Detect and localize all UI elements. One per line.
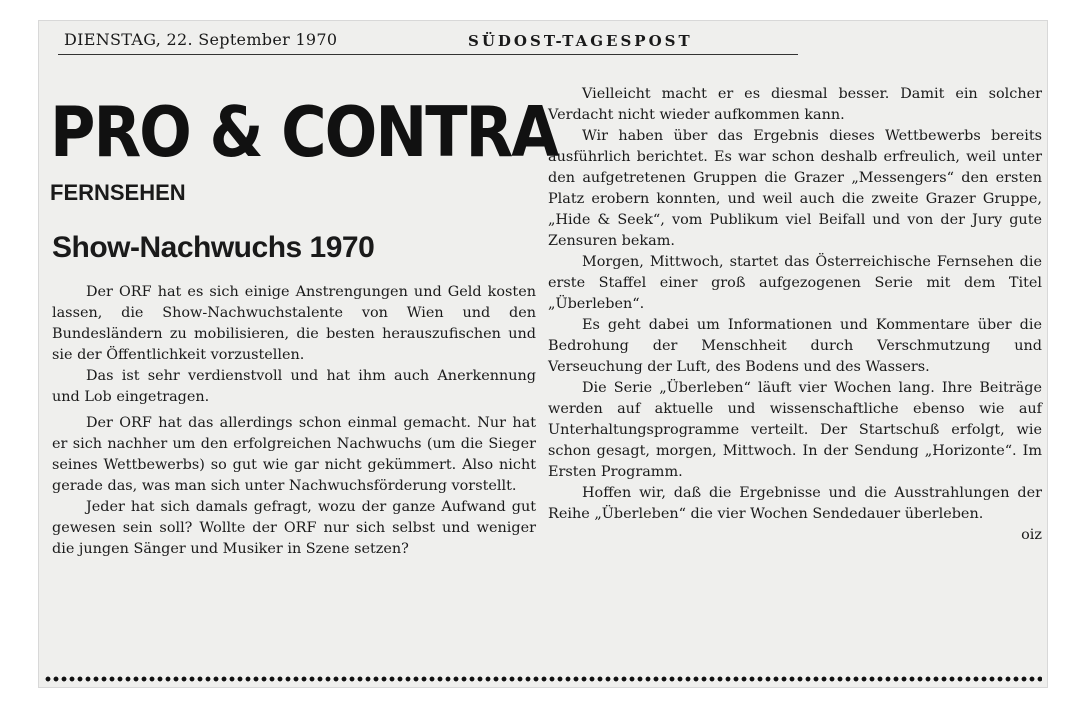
masthead-newspaper-name: SÜDOST-TAGESPOST — [468, 32, 693, 50]
right-paragraph-3: Morgen, Mittwoch, startet das Österreichische Fernsehen die erste Staffel einer groß aufgezogenen Serie mit dem Titel „Überleben“. — [548, 254, 1042, 312]
right-paragraph-1: Vielleicht macht er es diesmal besser. Damit ein solcher Verdacht nicht wieder aufkommen kann. — [548, 86, 1042, 123]
right-column — [548, 84, 1042, 546]
left-paragraph-4: Jeder hat sich damals gefragt, wozu der ganze Aufwand gut gewesen sein soll? Wollte der ORF nur sich selbst und weniger die jungen Sänger und Musiker in Szene setzen? — [52, 499, 536, 557]
masthead-date: DIENSTAG, 22. September 1970 — [64, 30, 338, 49]
newspaper-clipping — [38, 20, 1048, 688]
right-paragraph-4: Es geht dabei um Informationen und Kommentare über die Bedrohung der Menschheit durch Verschmutzung und Verseuchung der Luft, des Bodens und des Wassers. — [548, 317, 1042, 375]
left-paragraph-1: Der ORF hat es sich einige Anstrengungen und Geld kosten lassen, die Show-Nachwuchstalente von Wien und den Bundesländern zu mobilisieren, die besten herauszufischen und sie der Öffentlichkeit vorzustellen. — [52, 284, 536, 363]
right-paragraph-2: Wir haben über das Ergebnis dieses Wettbewerbs bereits ausführlich berichtet. Es war schon deshalb erfreulich, weil unter den aufgetretenen Gruppen die Grazer „Messengers“ den ersten Platz erobern konnten, und weil auch die zweite Grazer Gruppe, „Hide & Seek“, vom Publikum viel Beifall und von der Jury gute Zensuren bekam. — [548, 128, 1042, 249]
dotted-bottom-rule — [44, 675, 1042, 683]
right-paragraph-6: Hoffen wir, daß die Ergebnisse und die Ausstrahlungen der Reihe „Überleben“ die vier Wochen Sendedauer überleben. — [548, 485, 1042, 522]
masthead — [58, 26, 798, 55]
article-title: PRO & CONTRA — [50, 91, 558, 173]
left-paragraph-2: Das ist sehr verdienstvoll und hat ihm auch Anerkennung und Lob eingetragen. — [52, 368, 536, 405]
right-paragraph-5: Die Serie „Überleben“ läuft vier Wochen lang. Ihre Beiträge werden auf aktuelle und wissenschaftliche ebenso wie auf Unterhaltungsprogramme verteilt. Der Startschuß erfolgt, wie schon gesagt, morgen, Mittwoch. In der Sendung „Horizonte“. Im Ersten Programm. — [548, 380, 1042, 480]
left-column — [46, 90, 558, 560]
section-label: FERNSEHEN — [50, 180, 186, 205]
author-signoff: oiz — [1021, 527, 1042, 543]
article-headline: Show-Nachwuchs 1970 — [52, 231, 375, 264]
left-paragraph-3: Der ORF hat das allerdings schon einmal gemacht. Nur hat er sich nachher um den erfolgreichen Nachwuchs (um die Sieger seines Wettbewerbs) so gut wie gar nicht gekümmert. Also nicht gerade das, was man sich unter Nachwuchsförderung vorstellt. — [52, 415, 536, 494]
